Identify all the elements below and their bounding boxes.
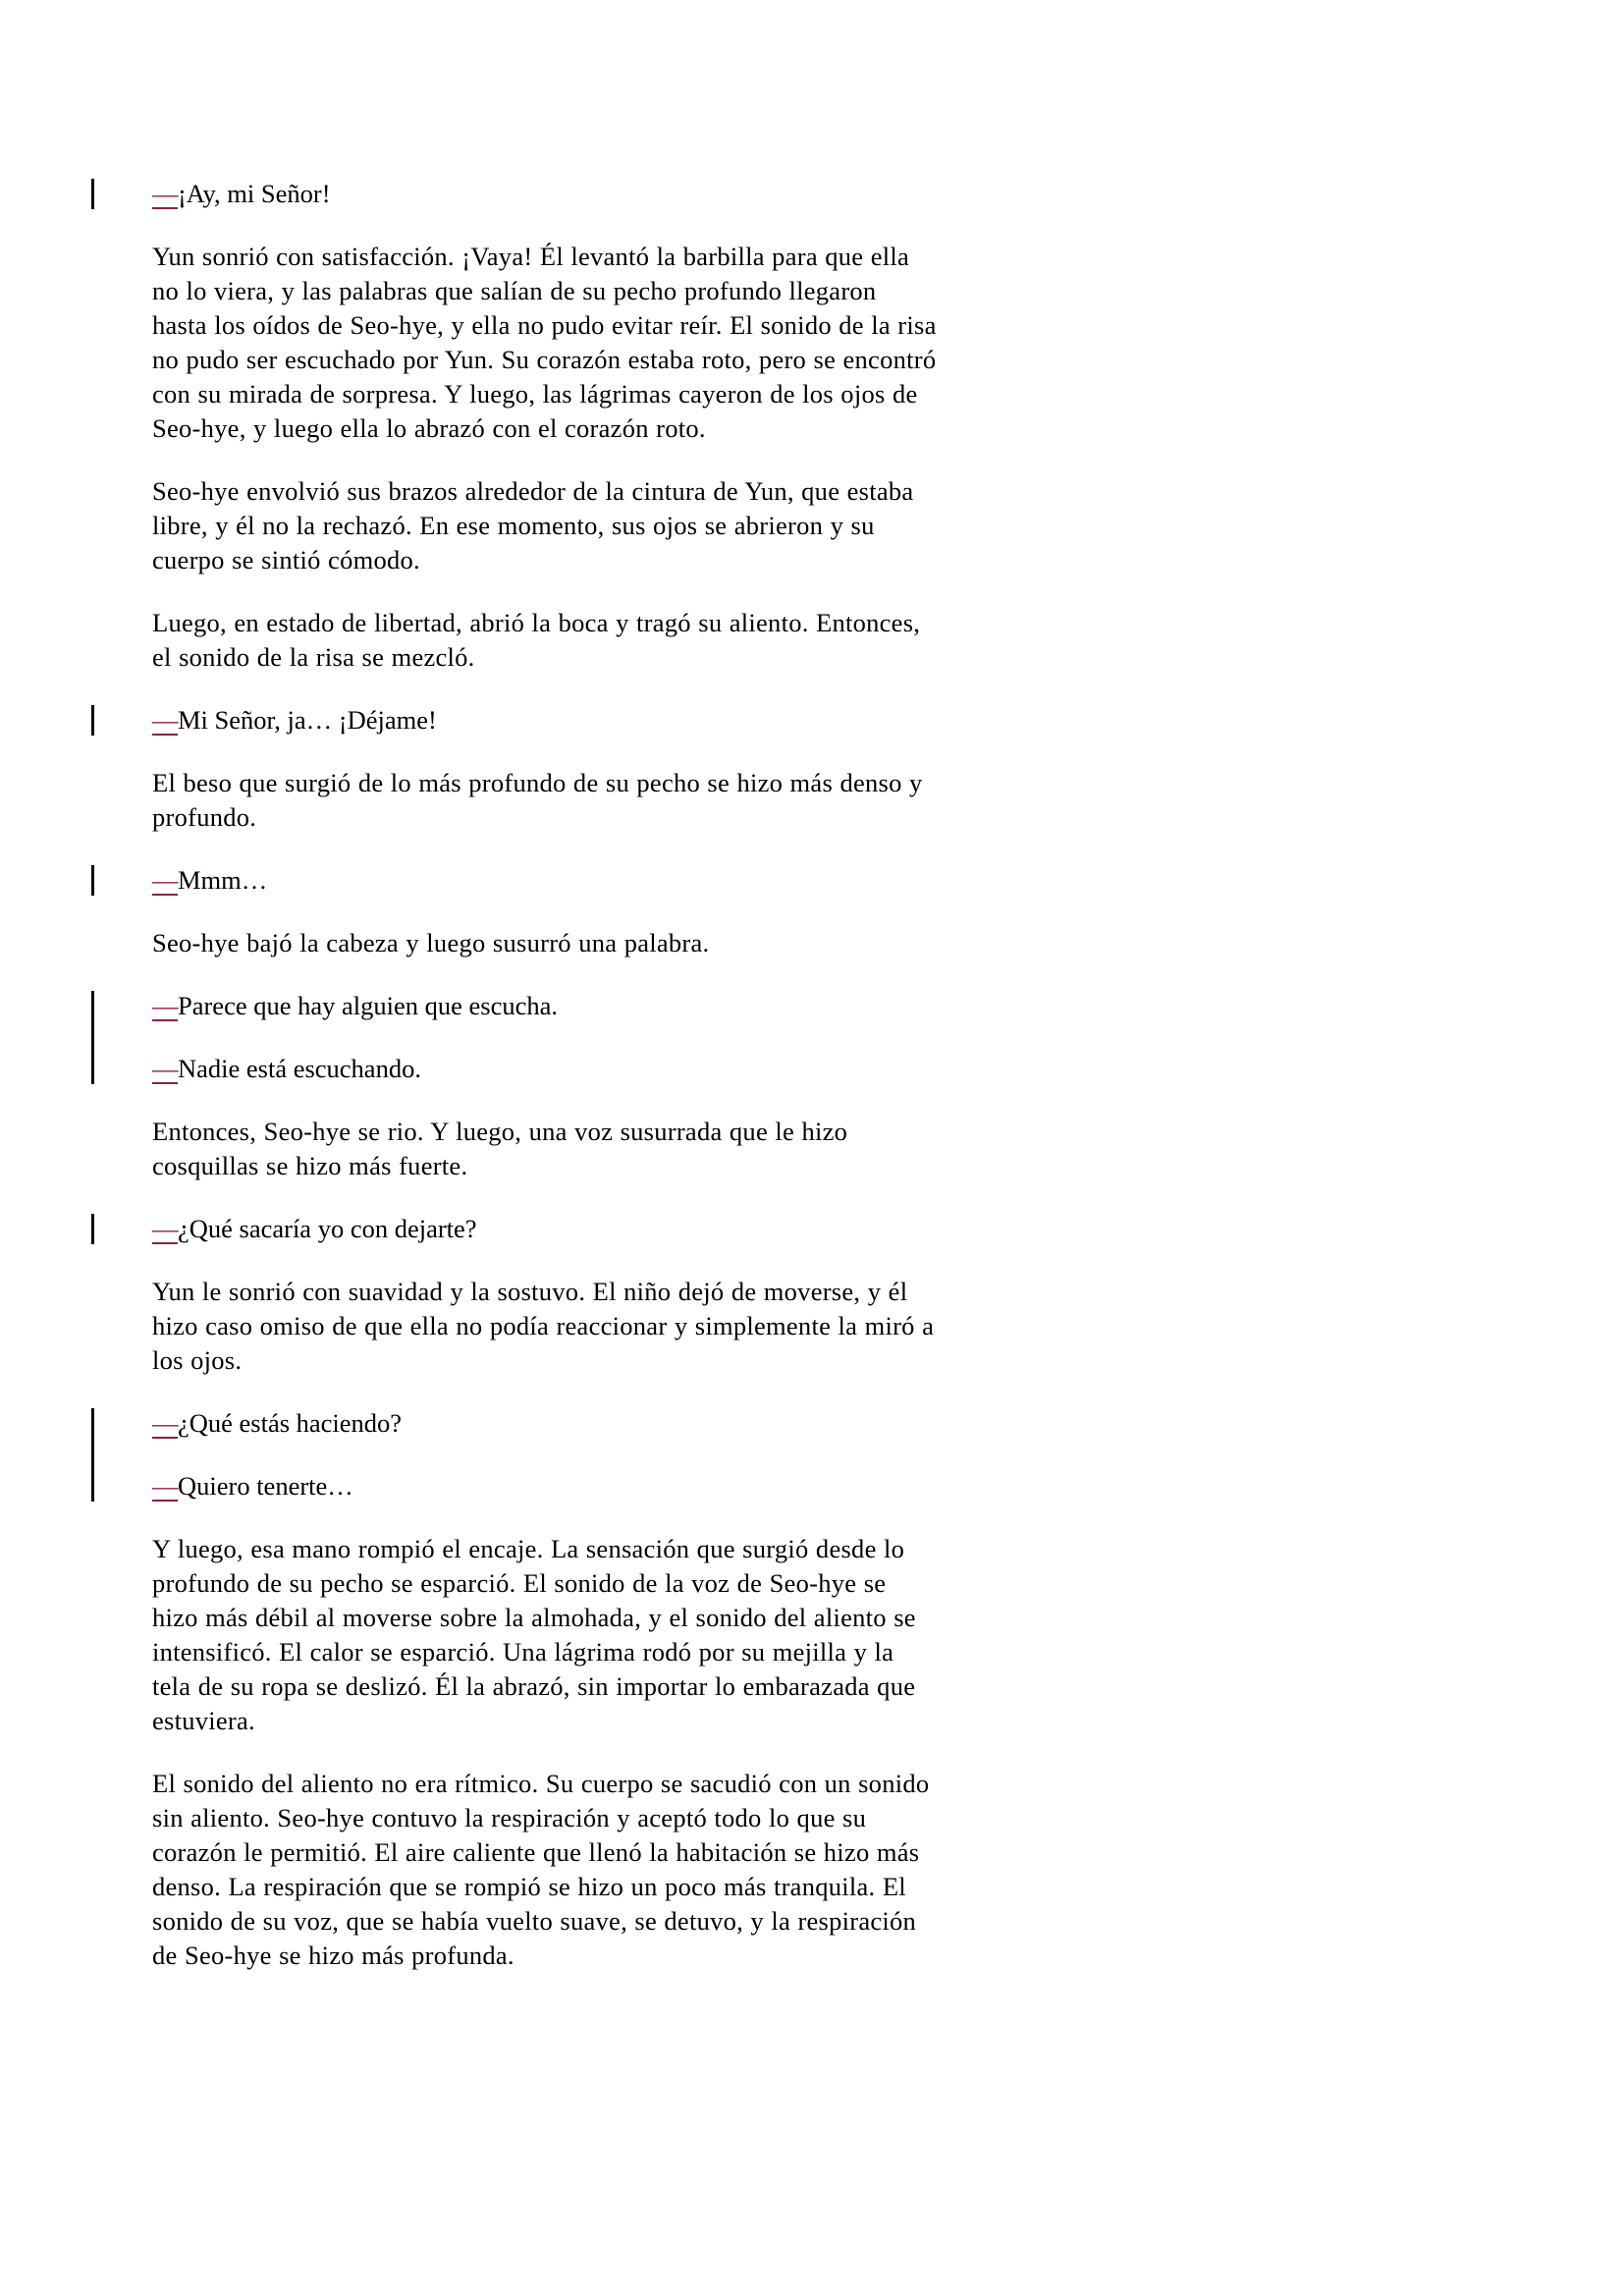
narrative-block [152, 766, 938, 835]
dialogue-dash: — [152, 1214, 178, 1243]
body-paragraph [152, 766, 938, 835]
narrative-block [152, 1275, 938, 1378]
body-paragraph [152, 474, 938, 577]
dialogue-dash: — [152, 705, 178, 735]
dialogue-line [152, 1469, 938, 1503]
dialogue-text: Mmm… [177, 865, 268, 895]
change-bar [91, 865, 94, 896]
body-paragraph [152, 1532, 938, 1738]
narrative-block [152, 1115, 938, 1183]
body-paragraph [152, 1767, 938, 1973]
paragraph-text: Entonces, Seo-hye se rio. Y luego, una voz susurrada que le hizo cosquillas se hizo más fuerte. [152, 1117, 848, 1180]
dialogue-dash: — [152, 179, 178, 208]
dialogue-line [152, 1406, 938, 1441]
dialogue-line [152, 177, 938, 211]
change-bar [91, 1408, 94, 1502]
dialogue-text: Nadie está escuchando. [177, 1054, 421, 1083]
body-paragraph [152, 606, 938, 675]
change-bar [91, 705, 94, 736]
dialogue-block [152, 177, 938, 211]
change-bar [91, 991, 94, 1084]
narrative-block [152, 1532, 938, 1973]
dialogue-block [152, 863, 938, 898]
dialogue-dash: — [152, 1408, 178, 1438]
body-paragraph [152, 1275, 938, 1378]
dialogue-line [152, 1052, 938, 1086]
dialogue-text: Mi Señor, ja… ¡Déjame! [177, 705, 437, 735]
document-text-column [152, 177, 938, 1973]
dialogue-block [152, 1212, 938, 1246]
dialogue-dash: — [152, 865, 178, 895]
paragraph-text: Yun sonrió con satisfacción. ¡Vaya! Él levantó la barbilla para que ella no lo viera, y las palabras que salían de su pecho profundo llegaron hasta los oídos de Seo-hye, y ella no pudo evitar reír. El sonido de la risa no pudo ser escuchado por Yun. Su corazón estaba roto, pero se encontró con su mirada de sorpresa. Y luego, las lágrimas cayeron de los ojos de Seo-hye, y luego ella lo abrazó con el corazón roto. [152, 242, 937, 443]
dialogue-line [152, 863, 938, 898]
change-bar [91, 1214, 94, 1244]
dialogue-block [152, 703, 938, 738]
dialogue-line [152, 1212, 938, 1246]
dialogue-text: Quiero tenerte… [177, 1471, 353, 1501]
narrative-block [152, 240, 938, 675]
paragraph-text: Y luego, esa mano rompió el encaje. La sensación que surgió desde lo profundo de su pecho se esparció. El sonido de la voz de Seo-hye se hizo más débil al moverse sobre la almohada, y el sonido del aliento se intensificó. El calor se esparció. Una lágrima rodó por su mejilla y la tela de su ropa se deslizó. Él la abrazó, sin importar lo embarazada que estuviera. [152, 1534, 916, 1735]
paragraph-text: El sonido del aliento no era rítmico. Su cuerpo se sacudió con un sonido sin aliento. Seo-hye contuvo la respiración y aceptó todo lo que su corazón le permitió. El aire caliente que llenó la habitación se hizo más denso. La respiración que se rompió se hizo un poco más tranquila. El sonido de su voz, que se había vuelto suave, se detuvo, y la respiración de Seo-hye se hizo más profunda. [152, 1769, 930, 1970]
body-paragraph [152, 240, 938, 446]
dialogue-text: ¿Qué sacaría yo con dejarte? [177, 1214, 477, 1243]
change-bar [91, 179, 94, 209]
dialogue-text: ¡Ay, mi Señor! [177, 179, 331, 208]
paragraph-text: El beso que surgió de lo más profundo de su pecho se hizo más denso y profundo. [152, 768, 923, 832]
dialogue-line [152, 989, 938, 1023]
body-paragraph [152, 1115, 938, 1183]
body-paragraph [152, 926, 938, 960]
dialogue-dash: — [152, 1471, 178, 1501]
dialogue-text: Parece que hay alguien que escucha. [177, 991, 558, 1020]
paragraph-text: Luego, en estado de libertad, abrió la boca y tragó su aliento. Entonces, el sonido de la risa se mezcló. [152, 608, 921, 672]
dialogue-dash: — [152, 991, 178, 1020]
dialogue-dash: — [152, 1054, 178, 1083]
paragraph-text: Seo-hye envolvió sus brazos alrededor de la cintura de Yun, que estaba libre, y él no la rechazó. En ese momento, sus ojos se abrieron y su cuerpo se sintió cómodo. [152, 476, 914, 574]
paragraph-text: Yun le sonrió con suavidad y la sostuvo. El niño dejó de moverse, y él hizo caso omiso de que ella no podía reaccionar y simplemente la miró a los ojos. [152, 1277, 935, 1375]
dialogue-line [152, 703, 938, 738]
dialogue-block [152, 1406, 938, 1503]
dialogue-text: ¿Qué estás haciendo? [177, 1408, 403, 1438]
narrative-block [152, 926, 938, 960]
dialogue-block [152, 989, 938, 1086]
paragraph-text: Seo-hye bajó la cabeza y luego susurró una palabra. [152, 928, 710, 957]
